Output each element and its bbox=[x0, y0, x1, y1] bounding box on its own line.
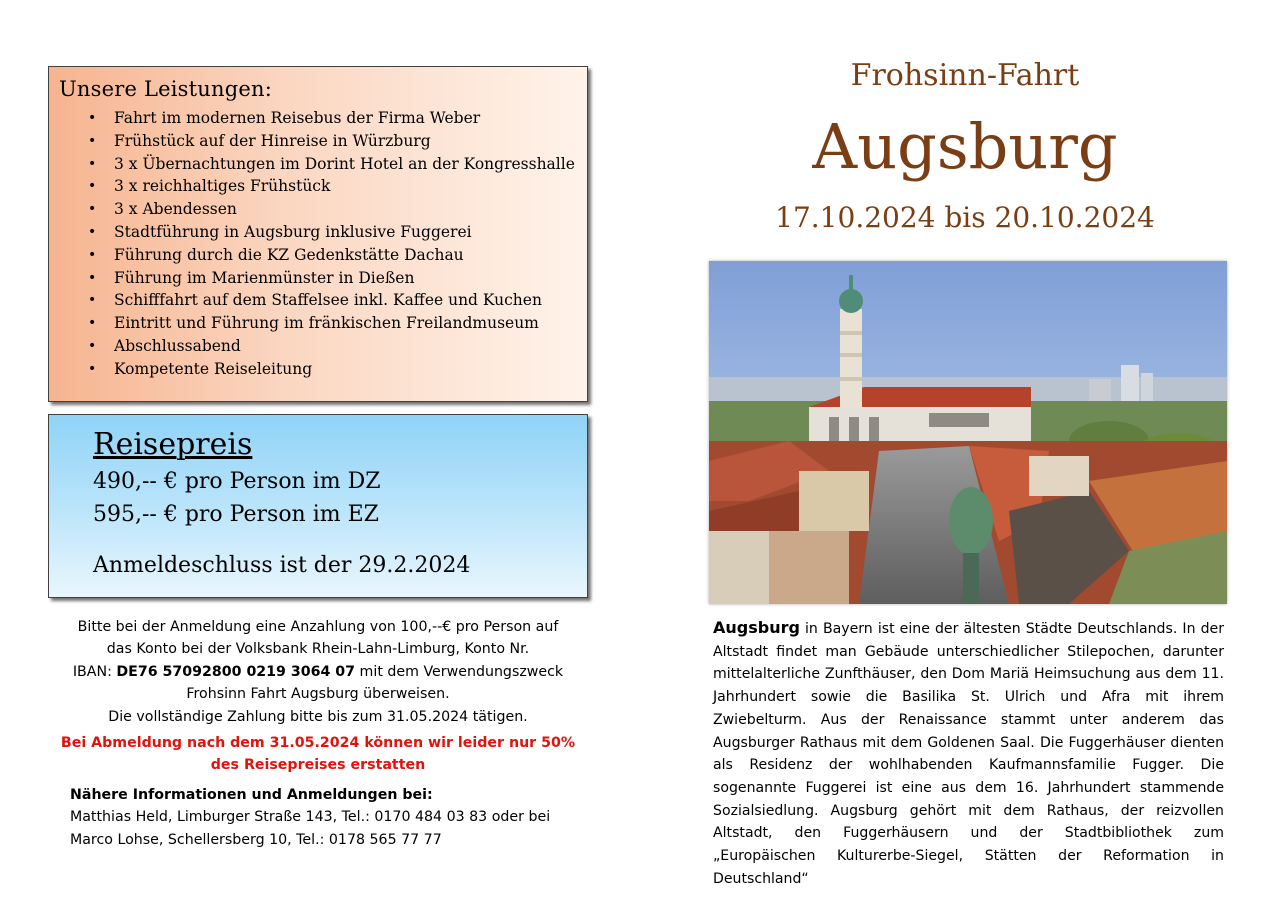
price-title: Reisepreis bbox=[93, 427, 253, 462]
payment-line: mit dem Verwendungszweck bbox=[355, 663, 564, 680]
list-item: • 3 x Übernachtungen im Dorint Hotel an der Kongresshalle bbox=[114, 153, 577, 176]
services-list bbox=[59, 107, 577, 381]
price-single-room: 595,-- € pro Person im EZ bbox=[93, 502, 379, 527]
warning-line: des Reisepreises erstatten bbox=[210, 757, 426, 774]
services-box bbox=[48, 66, 588, 402]
list-item: • Führung im Marienmünster in Dießen bbox=[114, 267, 577, 290]
description-text: in Bayern ist eine der ältesten Städte Deutschlands. In der Altstadt findet man Gebäude unterschiedlicher Stilepochen, darunter mittelalterliche Zunfthäuser, den Dom Mariä Heimsuchung aus dem 11. Jahrhundert sowie die Basilika St. Ulrich und Afra mit ihrem Zwiebelturm. Aus der Renaissance stammt unter anderem das Augsburger Rathaus mit dem Goldenen Saal. Die Fuggerhäuser dienten als Residenz der wohlhabenden Kaufmannsfamilie Fugger. Die sogenannte Fuggerei ist eine aus dem 16. Jahrhundert stammende Sozialsiedlung. Augsburg gehört mit dem Rathaus, der reizvollen Altstadt, den Fuggerhäusern und der Stadtbibliothek zum „Europäischen Kulturerbe-Siegel, Stätten der Reformation in Deutschland“ bbox=[713, 621, 1224, 887]
list-item: • Schifffahrt auf dem Staffelsee inkl. Kaffee und Kuchen bbox=[114, 289, 577, 312]
payment-info bbox=[48, 616, 588, 777]
list-item: • 3 x Abendessen bbox=[114, 198, 577, 221]
list-item: • Kompetente Reiseleitung bbox=[114, 358, 577, 381]
augsburg-city-photo bbox=[709, 261, 1227, 604]
iban-value: DE76 57092800 0219 3064 07 bbox=[116, 663, 356, 680]
contact-info bbox=[70, 784, 590, 851]
payment-line: Die vollständige Zahlung bitte bis zum 31.05.2024 tätigen. bbox=[108, 708, 528, 725]
contact-title: Nähere Informationen und Anmeldungen bei: bbox=[70, 787, 433, 803]
registration-deadline: Anmeldeschluss ist der 29.2.2024 bbox=[93, 553, 471, 578]
description-lead: Augsburg bbox=[713, 618, 800, 637]
trip-kicker: Frohsinn-Fahrt bbox=[850, 58, 1080, 93]
trip-dates: 17.10.2024 bis 20.10.2024 bbox=[775, 201, 1155, 234]
warning-line: Bei Abmeldung nach dem 31.05.2024 können wir leider nur 50% bbox=[60, 735, 576, 752]
list-item: • 3 x reichhaltiges Frühstück bbox=[114, 175, 577, 198]
page-title: Augsburg bbox=[812, 110, 1118, 183]
list-item: • Stadtführung in Augsburg inklusive Fuggerei bbox=[114, 221, 577, 244]
payment-iban-line bbox=[48, 661, 588, 683]
city-description bbox=[713, 617, 1224, 890]
contact-line: Marco Lohse, Schellersberg 10, Tel.: 0178 565 77 77 bbox=[70, 831, 442, 848]
price-double-room: 490,-- € pro Person im DZ bbox=[93, 469, 381, 494]
list-item: • Führung durch die KZ Gedenkstätte Dachau bbox=[114, 244, 577, 267]
payment-line: Frohsinn Fahrt Augsburg überweisen. bbox=[186, 686, 450, 703]
cancellation-warning bbox=[48, 732, 588, 777]
list-item: • Eintritt und Führung im fränkischen Freilandmuseum bbox=[114, 312, 577, 335]
price-box bbox=[48, 414, 588, 598]
list-item: • Abschlussabend bbox=[114, 335, 577, 358]
iban-label: IBAN: bbox=[72, 663, 117, 680]
list-item: • Frühstück auf der Hinreise in Würzburg bbox=[114, 130, 577, 153]
payment-line: Bitte bei der Anmeldung eine Anzahlung von 100,--€ pro Person auf bbox=[77, 619, 559, 635]
list-item: • Fahrt im modernen Reisebus der Firma Weber bbox=[114, 107, 577, 130]
payment-line: das Konto bei der Volksbank Rhein-Lahn-Limburg, Konto Nr. bbox=[106, 641, 530, 658]
contact-line: Matthias Held, Limburger Straße 143, Tel.: 0170 484 03 83 oder bei bbox=[70, 809, 551, 826]
services-title: Unsere Leistungen: bbox=[59, 77, 272, 101]
